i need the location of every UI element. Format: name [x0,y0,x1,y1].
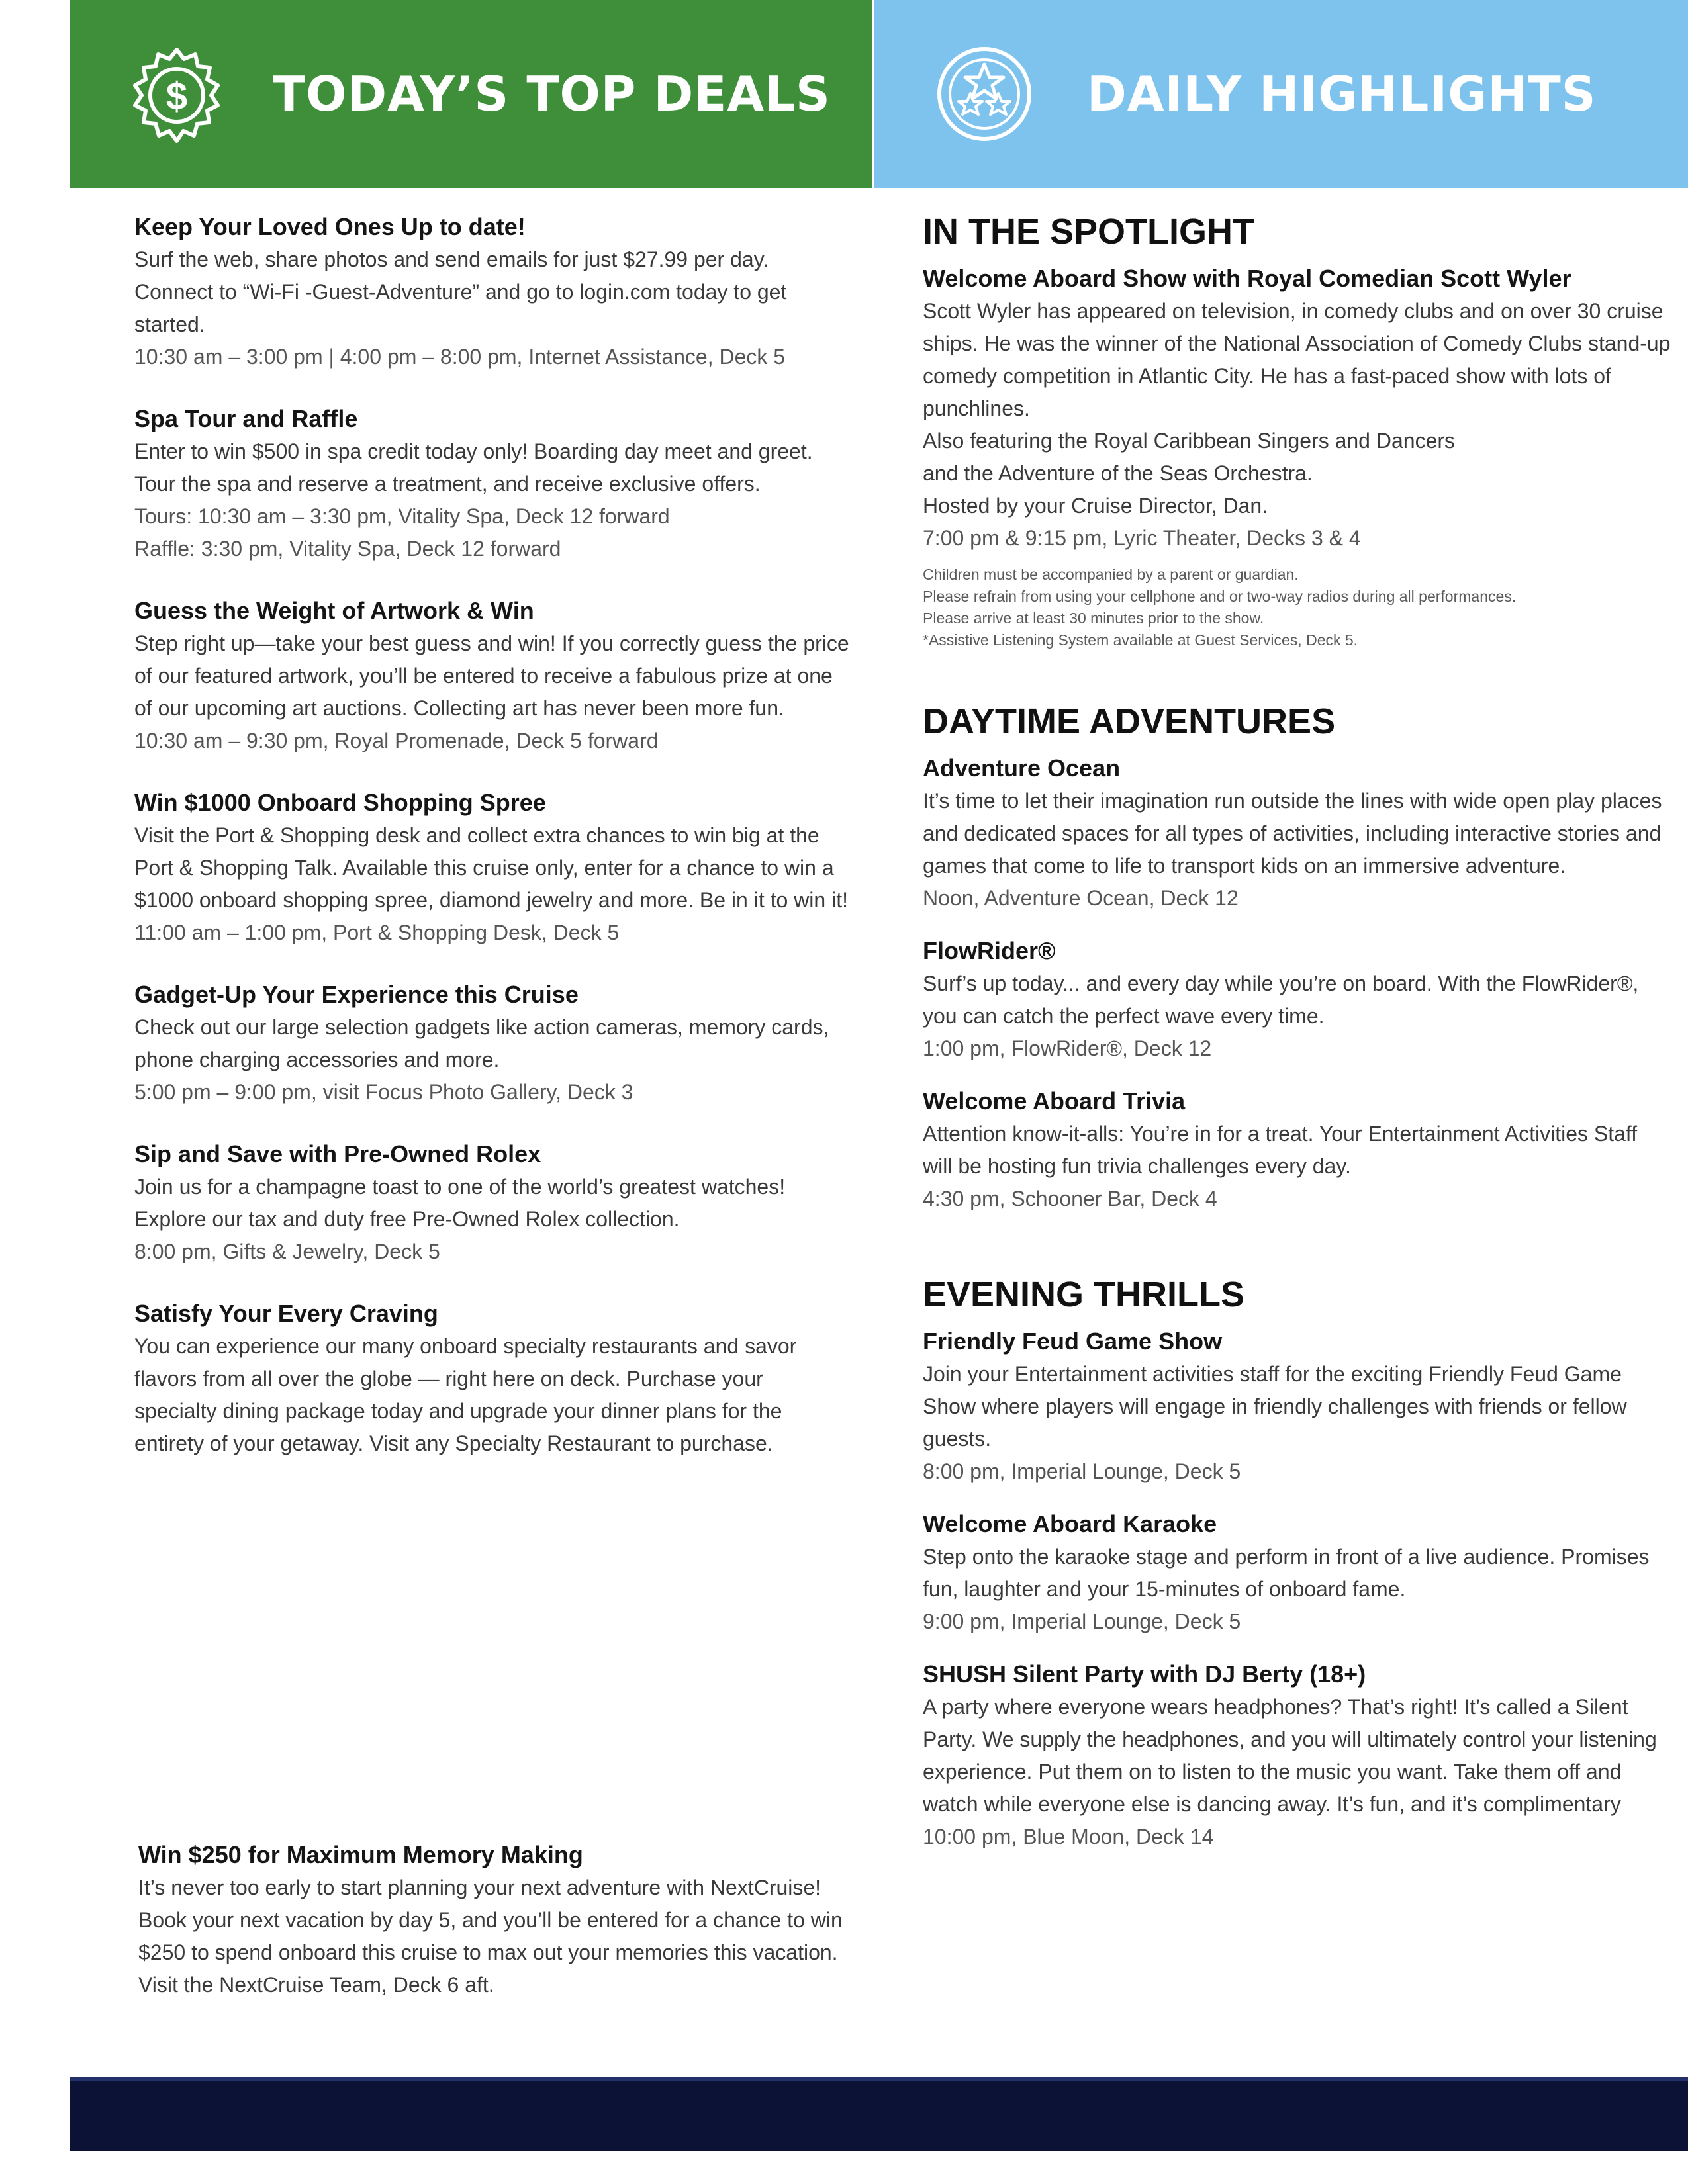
stars-badge-icon [935,44,1034,144]
dollar-badge-icon [127,44,226,144]
spotlight-body: Scott Wyler has appeared on television, in comedy clubs and on over 30 cruise ships. He was the winner of the National Association of Comedy Clubs stand-up comedy competition in Atlantic City. He has a fast-paced show with lots of punchlines. [923,299,1671,420]
note-line: *Assistive Listening System available at Guest Services, Deck 5. [923,631,1358,649]
deals-column [134,210,849,1489]
evening-body: Step onto the karaoke stage and perform in front of a live audience. Promises fun, laughter and your 15-minutes of onboard fame. [923,1545,1650,1601]
evening-item [923,1325,1671,1488]
evening-meta: 9:00 pm, Imperial Lounge, Deck 5 [923,1610,1241,1633]
deal-meta: 10:30 am – 3:00 pm | 4:00 pm – 8:00 pm, Internet Assistance, Deck 5 [134,345,786,369]
daytime-item [923,934,1671,1065]
daytime-title: Welcome Aboard Trivia [923,1087,1186,1115]
deal-meta: 5:00 pm – 9:00 pm, visit Focus Photo Gallery, Deck 3 [134,1080,633,1104]
evening-meta: 10:00 pm, Blue Moon, Deck 14 [923,1825,1214,1848]
top-deals-title: TODAY’S TOP DEALS [273,66,831,122]
daytime-meta: 4:30 pm, Schooner Bar, Deck 4 [923,1187,1217,1210]
daytime-body: It’s time to let their imagination run outside the lines with wide open play places and dedicated spaces for all types of activities, including interactive stories and games that come to life to transport kids on an immersive adventure. [923,789,1662,878]
evening-title: SHUSH Silent Party with DJ Berty (18+) [923,1661,1366,1688]
evening-item [923,1658,1671,1853]
daytime-item [923,752,1671,915]
spotlight-heading: IN THE SPOTLIGHT [923,212,1255,251]
deal-title: Guess the Weight of Artwork & Win [134,597,534,624]
evening-body: A party where everyone wears headphones? That’s right! It’s called a Silent Party. We supply the headphones, and you will ultimately control your listening experience. Put them on to listen to the music you want. Take them off and watch while everyone else is dancing away. It’s fun, and it’s complimentary [923,1695,1657,1816]
deal-item [134,594,849,757]
deal-item [134,210,849,373]
deal-body: Join us for a champagne toast to one of the world’s greatest watches! Explore our tax and duty free Pre-Owned Rolex collection. [134,1175,786,1231]
deal-title: Sip and Save with Pre-Owned Rolex [134,1140,541,1167]
spotlight-extra: Also featuring the Royal Caribbean Singers and Dancers [923,429,1456,453]
note-line: Children must be accompanied by a parent or guardian. [923,566,1299,583]
deal-body: Visit the Port & Shopping desk and collect extra chances to win big at the Port & Shopping Talk. Available this cruise only, enter for a chance to win a $1000 onboard shopping spree, diamond jewelry and more. Be in it to win it! [134,823,848,912]
deal-meta: Tours: 10:30 am – 3:30 pm, Vitality Spa, Deck 12 forward [134,504,670,528]
spotlight-title: Welcome Aboard Show with Royal Comedian Scott Wyler [923,265,1571,292]
memory-title: Win $250 for Maximum Memory Making [138,1841,583,1868]
daytime-section [923,695,1671,1215]
deal-title: Win $1000 Onboard Shopping Spree [134,789,546,816]
daytime-heading: DAYTIME ADVENTURES [923,702,1336,741]
spotlight-extra: and the Adventure of the Seas Orchestra. [923,461,1313,485]
deal-item [134,786,849,949]
spotlight-section [923,205,1671,651]
evening-body: Join your Entertainment activities staff for the exciting Friendly Feud Game Show where players will engage in friendly challenges with friends or fellow guests. [923,1362,1627,1451]
daytime-meta: 1:00 pm, FlowRider®, Deck 12 [923,1036,1212,1060]
spotlight-extra: Hosted by your Cruise Director, Dan. [923,494,1268,518]
memory-deal-item [138,1839,853,2001]
daytime-meta: Noon, Adventure Ocean, Deck 12 [923,886,1239,910]
deal-meta: 8:00 pm, Gifts & Jewelry, Deck 5 [134,1240,440,1263]
deal-meta: 10:30 am – 9:30 pm, Royal Promenade, Deck 5 forward [134,729,659,752]
deal-body: Surf the web, share photos and send emails for just $27.99 per day. Connect to “Wi-Fi -Guest-Adventure” and go to login.com today to get started. [134,248,787,336]
deal-title: Spa Tour and Raffle [134,405,358,432]
deal-item [134,402,849,565]
daily-highlights-title: DAILY HIGHLIGHTS [1087,66,1597,122]
deal-body: You can experience our many onboard specialty restaurants and savor flavors from all over the globe — right here on deck. Purchase your specialty dining package today and upgrade your dinner plans for the entirety of your getaway. Visit any Specialty Restaurant to purchase. [134,1334,797,1455]
evening-section [923,1268,1671,1853]
deal-title: Satisfy Your Every Craving [134,1300,438,1327]
daytime-title: Adventure Ocean [923,754,1121,782]
daily-highlights-header [874,0,1688,188]
deal-item [134,1297,849,1460]
deal-item [134,1138,849,1268]
daytime-title: FlowRider® [923,937,1056,964]
note-line: Please refrain from using your cellphone and or two-way radios during all performances. [923,588,1517,605]
deal-body: Step right up—take your best guess and win! If you correctly guess the price of our featured artwork, you’ll be entered to receive a fabulous prize at one of our upcoming art auctions. Collecting art has never been more fun. [134,631,849,720]
svg-text:$: $ [165,75,188,118]
daytime-body: Attention know-it-alls: You’re in for a treat. Your Entertainment Activities Staff will be hosting fun trivia challenges every day. [923,1122,1638,1178]
deal-meta: 11:00 am – 1:00 pm, Port & Shopping Desk, Deck 5 [134,921,620,944]
spotlight-meta: 7:00 pm & 9:15 pm, Lyric Theater, Decks 3 & 4 [923,526,1361,550]
highlights-column [923,205,1671,1891]
top-deals-header [70,0,872,188]
note-line: Please arrive at least 30 minutes prior to the show. [923,610,1264,627]
footer-bar [70,2077,1688,2151]
deal-title: Gadget-Up Your Experience this Cruise [134,981,579,1008]
memory-meta: Visit the NextCruise Team, Deck 6 aft. [138,1973,494,1997]
deal-body: Enter to win $500 in spa credit today only! Boarding day meet and greet. Tour the spa and reserve a treatment, and receive exclusive offers. [134,439,813,496]
deal-title: Keep Your Loved Ones Up to date! [134,213,526,240]
deal-body: Check out our large selection gadgets like action cameras, memory cards, phone charging accessories and more. [134,1015,829,1071]
deal-item [134,978,849,1109]
evening-heading: EVENING THRILLS [923,1275,1245,1314]
spotlight-notes [923,564,1671,651]
evening-item [923,1508,1671,1638]
evening-meta: 8:00 pm, Imperial Lounge, Deck 5 [923,1459,1241,1483]
daytime-body: Surf’s up today... and every day while you’re on board. With the FlowRider®, you can catch the perfect wave every time. [923,972,1639,1028]
memory-body: It’s never too early to start planning your next adventure with NextCruise! Book your next vacation by day 5, and you’ll be entered for a chance to win $250 to spend onboard this cruise to max out your memories this vacation. [138,1876,843,1964]
deal-meta: Raffle: 3:30 pm, Vitality Spa, Deck 12 forward [134,537,561,561]
daytime-item [923,1085,1671,1215]
evening-title: Friendly Feud Game Show [923,1328,1223,1355]
evening-title: Welcome Aboard Karaoke [923,1510,1217,1537]
